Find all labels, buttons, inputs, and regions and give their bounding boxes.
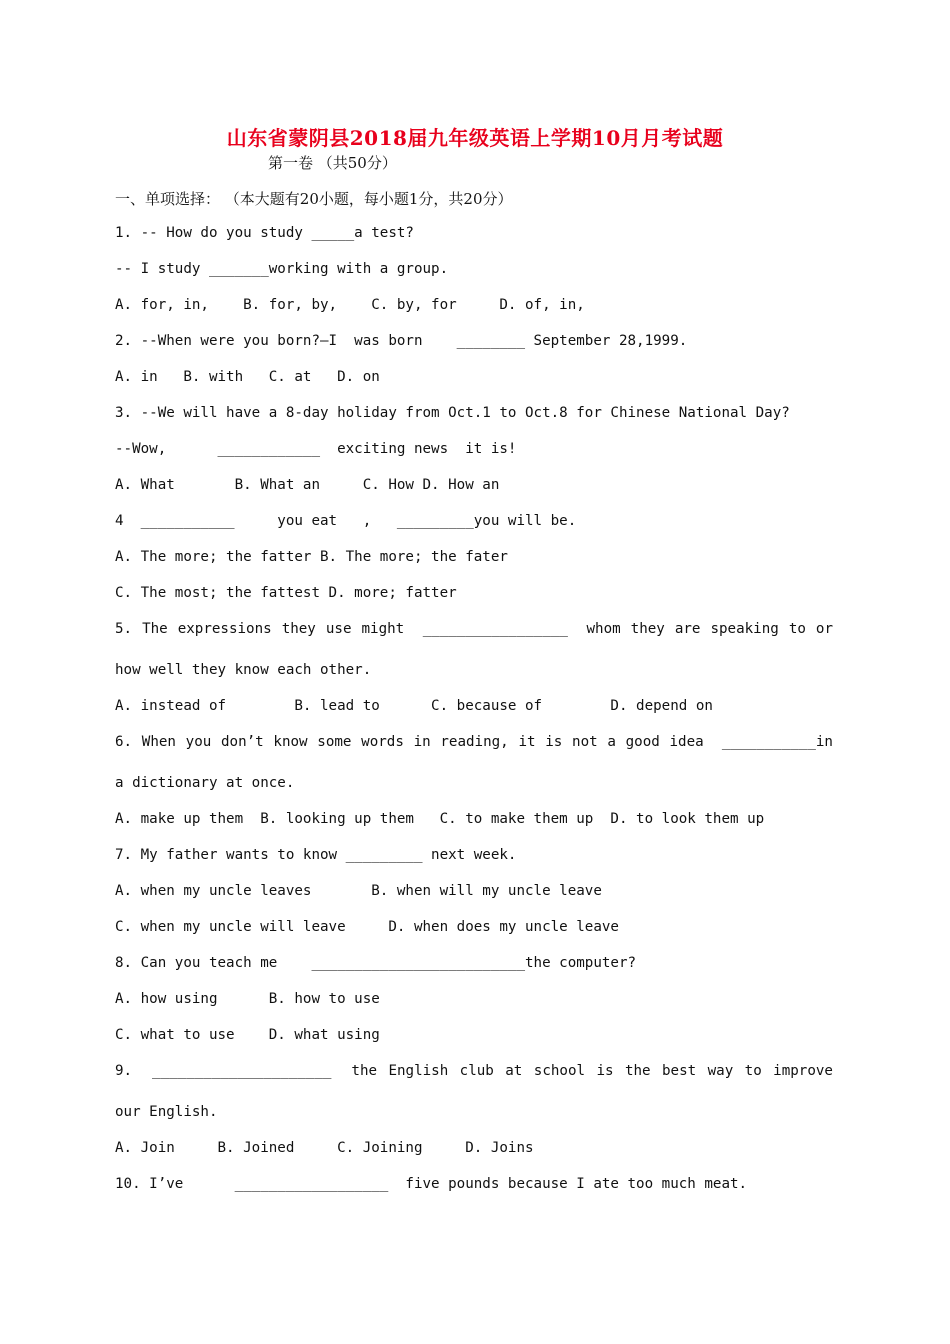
exam-title: 山东省蒙阴县2018届九年级英语上学期10月月考试题 [226, 126, 724, 150]
word: is [596, 1063, 614, 1079]
answer-options: A. in B. with C. at D. on [115, 369, 380, 385]
word: good [625, 734, 660, 750]
word: use [325, 621, 352, 637]
word: not [572, 734, 598, 750]
question-line: 1. -- How do you study _____a test? [115, 225, 414, 241]
word: at [505, 1063, 523, 1079]
question-line: 2. --When were you born?—I was born ________ September 28,1999. [115, 333, 688, 349]
word: the [624, 1063, 651, 1079]
part-heading: 第一卷 （共50分） [268, 154, 397, 172]
word: 5. [115, 621, 133, 637]
answer-options: A. how using B. how to use [115, 991, 380, 1007]
word: might [361, 621, 405, 637]
question-line: 3. --We will have a 8-day holiday from Oct.1 to Oct.8 for Chinese National Day? [115, 405, 790, 421]
question-line: 8. Can you teach me _________________________the computer? [115, 955, 637, 971]
answer-options: A. when my uncle leaves B. when will my uncle leave [115, 883, 602, 899]
word: it [518, 734, 536, 750]
answer-options: A. Join B. Joined C. Joining D. Joins [115, 1140, 534, 1156]
question-line: 10. I’ve __________________ five pounds because I ate too much meat. [115, 1176, 748, 1192]
word: words [361, 734, 404, 750]
word: to [788, 621, 806, 637]
answer-blank: _____________________ [143, 1063, 340, 1079]
word: in [413, 734, 431, 750]
word: school [533, 1063, 586, 1079]
answer-options: A. What B. What an C. How D. How an [115, 477, 500, 493]
question-line-justified [115, 1063, 833, 1079]
question-line: -- I study _______working with a group. [115, 261, 449, 277]
answer-options: C. what to use D. what using [115, 1027, 380, 1043]
answer-options: A. The more; the fatter B. The more; the fater [115, 549, 508, 565]
question-line: our English. [115, 1104, 218, 1120]
word: When [141, 734, 176, 750]
word: they [281, 621, 316, 637]
word: to [744, 1063, 762, 1079]
answer-options: C. when my uncle will leave D. when does my uncle leave [115, 919, 619, 935]
question-line: how well they know each other. [115, 662, 372, 678]
word: reading, [440, 734, 509, 750]
word: don’t [221, 734, 264, 750]
word: The [142, 621, 168, 637]
question-line-justified [115, 734, 833, 750]
word: English [388, 1063, 449, 1079]
word: 9. [115, 1063, 133, 1079]
question-line: a dictionary at once. [115, 775, 295, 791]
word: whom [586, 621, 621, 637]
question-line: 4 ___________ you eat , _________you will be. [115, 513, 577, 529]
word: speaking [710, 621, 779, 637]
word: they [630, 621, 665, 637]
word: is [545, 734, 563, 750]
answer-blank: _________________ [414, 621, 577, 637]
answer-blank: ___________in [713, 734, 833, 750]
answer-options: C. The most; the fattest D. more; fatter [115, 585, 457, 601]
word: you [185, 734, 212, 750]
answer-options: A. make up them B. looking up them C. to make them up D. to look them up [115, 811, 765, 827]
word: some [317, 734, 352, 750]
word: know [273, 734, 308, 750]
answer-options: A. instead of B. lead to C. because of D. depend on [115, 698, 713, 714]
word: are [674, 621, 701, 637]
question-line-justified [115, 621, 833, 637]
word: club [459, 1063, 494, 1079]
word: idea [669, 734, 704, 750]
word: expressions [177, 621, 272, 637]
word: a [607, 734, 616, 750]
word: 6. [115, 734, 133, 750]
word: or [815, 621, 833, 637]
word: way [707, 1063, 734, 1079]
word: best [662, 1063, 697, 1079]
answer-options: A. for, in, B. for, by, C. by, for D. of, in, [115, 297, 585, 313]
section-heading: 一、单项选择： （本大题有20小题，每小题1分，共20分） [115, 190, 513, 208]
word: improve [773, 1063, 833, 1079]
question-line: 7. My father wants to know _________ next week. [115, 847, 517, 863]
question-line: --Wow, ____________ exciting news it is! [115, 441, 517, 457]
word: the [351, 1063, 378, 1079]
